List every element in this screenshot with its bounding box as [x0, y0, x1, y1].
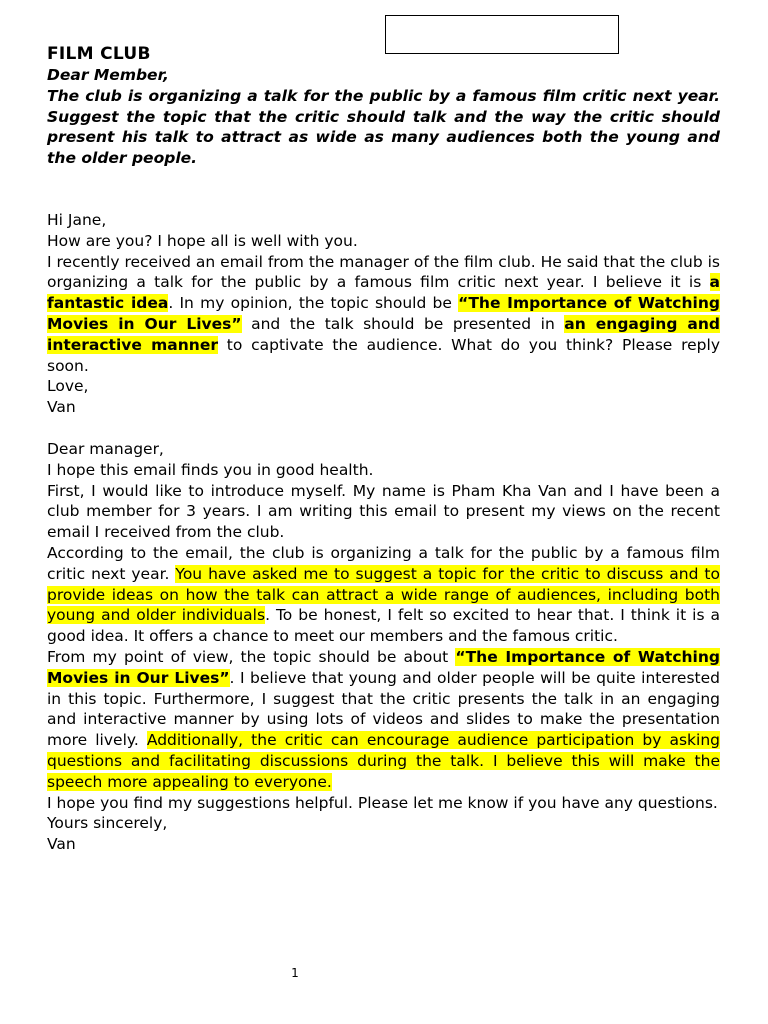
friend-greeting: Hi Jane, [47, 210, 107, 229]
text-run: . I believe that young and older people will be quite interested in this topic. Furthermore, I suggest that the critic presents the talk in an engaging and interactive manner by using lots of videos and slides to make the presentation more lively. [47, 668, 720, 750]
manager-closing: Yours sincerely, [47, 814, 168, 833]
friend-paragraph [47, 252, 720, 377]
page-number: 1 [291, 966, 299, 980]
text-run: . To be honest, I felt so excited to hear that. I think it is a good idea. It offers a chance to meet our members and the famous critic. [47, 606, 720, 646]
manager-intro-paragraph: First, I would like to introduce myself. My name is Pham Kha Van and I have been a club member for 3 years. I am writing this email to present my views on the recent email I received from the club. [47, 481, 720, 542]
text-run: . In my opinion, the topic should be [168, 294, 459, 313]
text-run: From my point of view, the topic should be about [47, 647, 456, 666]
prompt-task: The club is organizing a talk for the public by a famous film critic next year. Suggest the topic that the critic should talk and the way the critic should present his talk to attract as wide as many audiences both the young and the older people. [47, 86, 720, 168]
document-title: FILM CLUB [47, 44, 151, 64]
prompt-salutation: Dear Member, [47, 66, 169, 84]
text-run: According to the email, the club is organizing a talk for the public by a famous film critic next year. [47, 543, 720, 583]
manager-line-5: I hope you find my suggestions helpful. Please let me know if you have any questions. [47, 793, 718, 812]
highlighted-sentence: You have asked me to suggest a topic for the critic to discuss and to provide ideas on how the talk can attract a wide range of audiences, including both young and older individuals [47, 564, 720, 625]
highlighted-topic: “The Importance of Watching Movies in Our Lives” [47, 294, 720, 333]
highlighted-phrase: a fantastic idea [47, 273, 720, 313]
header-box [385, 15, 619, 54]
friend-closing: Love, [47, 377, 89, 396]
friend-signature: Van [47, 398, 76, 417]
friend-line-1: How are you? I hope all is well with you. [47, 231, 358, 250]
manager-greeting: Dear manager, [47, 439, 164, 458]
text-run: I recently received an email from the manager of the film club. He said that the club is organizing a talk for the public by a famous film critic next year. I believe it is [47, 252, 720, 292]
manager-suggestion-paragraph [47, 647, 720, 793]
text-run: and the talk should be presented in [241, 314, 565, 333]
spacer [47, 418, 720, 439]
manager-line-1: I hope this email finds you in good health. [47, 460, 374, 479]
text-run: to captivate the audience. What do you think? Please reply soon. [47, 335, 720, 375]
manager-signature: Van [47, 835, 76, 854]
highlighted-phrase: an engaging and interactive manner [47, 314, 720, 354]
document-body [47, 65, 720, 855]
spacer [47, 169, 720, 210]
highlighted-sentence: Additionally, the critic can encourage audience participation by asking questions and facilitating discussions during the talk. I believe this will make the speech more appealing to everyone. [47, 731, 720, 791]
highlighted-topic: “The Importance of Watching Movies in Our Lives” [47, 647, 720, 687]
manager-context-paragraph [47, 543, 720, 647]
